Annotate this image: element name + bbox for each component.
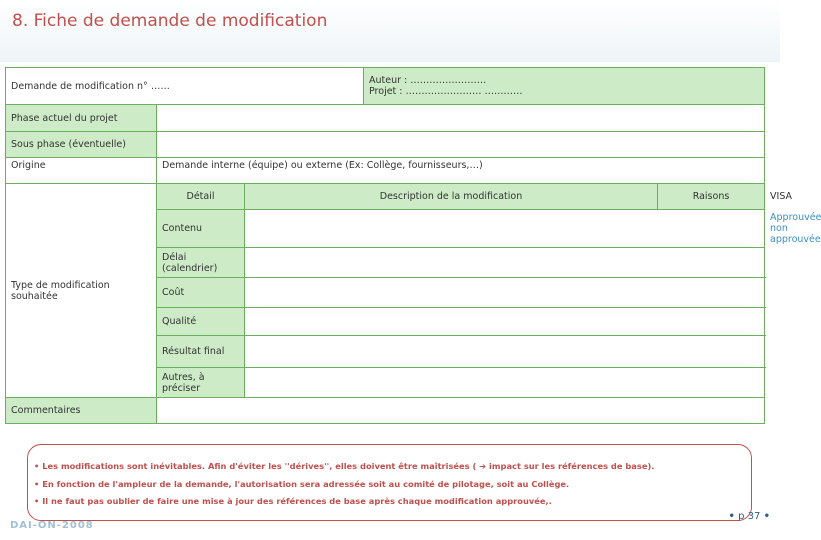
- sous-phase-label: Sous phase (éventuelle): [11, 139, 126, 150]
- sous-phase-value-cell[interactable]: [157, 132, 765, 158]
- row-qualite-description[interactable]: [245, 308, 765, 336]
- type-label-cell: [6, 184, 157, 398]
- notes-box: [27, 444, 752, 521]
- page-number: • p 37 •: [728, 511, 770, 522]
- note-item: • En fonction de l'ampleur de la demande, l'autorisation sera adressée soit au comité de pilotage, soit au Collège.: [34, 479, 570, 489]
- sous-phase-label-cell: [6, 132, 157, 158]
- demande-label: Demande de modification n° ……: [11, 80, 170, 92]
- note-item: • Les modifications sont inévitables. Afin d'éviter les ''dérives'', elles doivent être maîtrisées ( ➔ impact sur les références de base).: [34, 461, 655, 471]
- origine-label-cell: [6, 158, 157, 184]
- row-autres-description[interactable]: [245, 368, 765, 398]
- header-description: Description de la modification: [245, 184, 658, 210]
- origine-label: Origine: [11, 160, 46, 171]
- demande-number-cell: [6, 68, 364, 105]
- header-raisons: Raisons: [658, 184, 765, 210]
- row-label-cout: Coût: [157, 278, 245, 308]
- commentaires-value-cell[interactable]: [157, 398, 765, 424]
- phase-value-cell[interactable]: [157, 105, 765, 132]
- origine-value-cell[interactable]: [157, 158, 765, 184]
- note-text-1: Les modifications sont inévitables. Afin d'éviter les ''dérives'', elles doivent être maîtrisées ( ➔ impact sur les références de base).: [42, 461, 655, 471]
- note-text-2: En fonction de l'ampleur de la demande, l'autorisation sera adressée soit au comité de pilotage, soit au Collège.: [42, 479, 570, 489]
- header-band: [0, 0, 780, 62]
- row-label-contenu: Contenu: [157, 210, 245, 248]
- row-contenu-description[interactable]: [245, 210, 765, 248]
- row-resultat-description[interactable]: [245, 336, 765, 368]
- auteur-projet-cell[interactable]: [364, 68, 765, 105]
- row-label-resultat: Résultat final: [157, 336, 245, 368]
- projet-field: Projet : …………………… …………: [369, 86, 523, 97]
- note-text-3: Il ne faut pas oublier de faire une mise à jour des références de base après chaque modification approuvée,.: [42, 496, 552, 506]
- commentaires-label-cell: [6, 398, 157, 424]
- row-cout-description[interactable]: [245, 278, 765, 308]
- phase-label-cell: [6, 105, 157, 132]
- row-delai-description[interactable]: [245, 248, 765, 278]
- auteur-field: Auteur : ……………………: [369, 75, 487, 86]
- row-label-delai: Délai (calendrier): [157, 248, 245, 278]
- row-label-qualite: Qualité: [157, 308, 245, 336]
- header-detail: Détail: [157, 184, 245, 210]
- phase-label: Phase actuel du projet: [11, 112, 118, 124]
- page-number-text: p 37: [738, 511, 761, 522]
- page-title: 8. Fiche de demande de modification: [12, 11, 328, 31]
- row-label-autres: Autres, à préciser: [157, 368, 245, 398]
- commentaires-label: Commentaires: [11, 405, 81, 416]
- modification-form-table: Demande de modification n° …… Auteur : …………………… Projet : …………………… ………… Phase actuel du projet Sous phase (éventuelle) Origine Demande interne (équipe) ou externe (Ex: Collège, fournisseurs,…) Type de modification souhaitée Détail Description de la modification Raisons VISA Contenu Approuvée non approuvée Délai (calendrier) Coût Qualité Résultat final Autres, à préciser Commentaires: [5, 67, 765, 424]
- type-label: Type de modification souhaitée: [11, 279, 110, 302]
- origine-value: Demande interne (équipe) ou externe (Ex: Collège, fournisseurs,…): [162, 160, 483, 171]
- note-item: • Il ne faut pas oublier de faire une mise à jour des références de base après chaque modification approuvée,.: [34, 496, 552, 506]
- footer-logo-text: DAI-ON-2008: [10, 520, 94, 531]
